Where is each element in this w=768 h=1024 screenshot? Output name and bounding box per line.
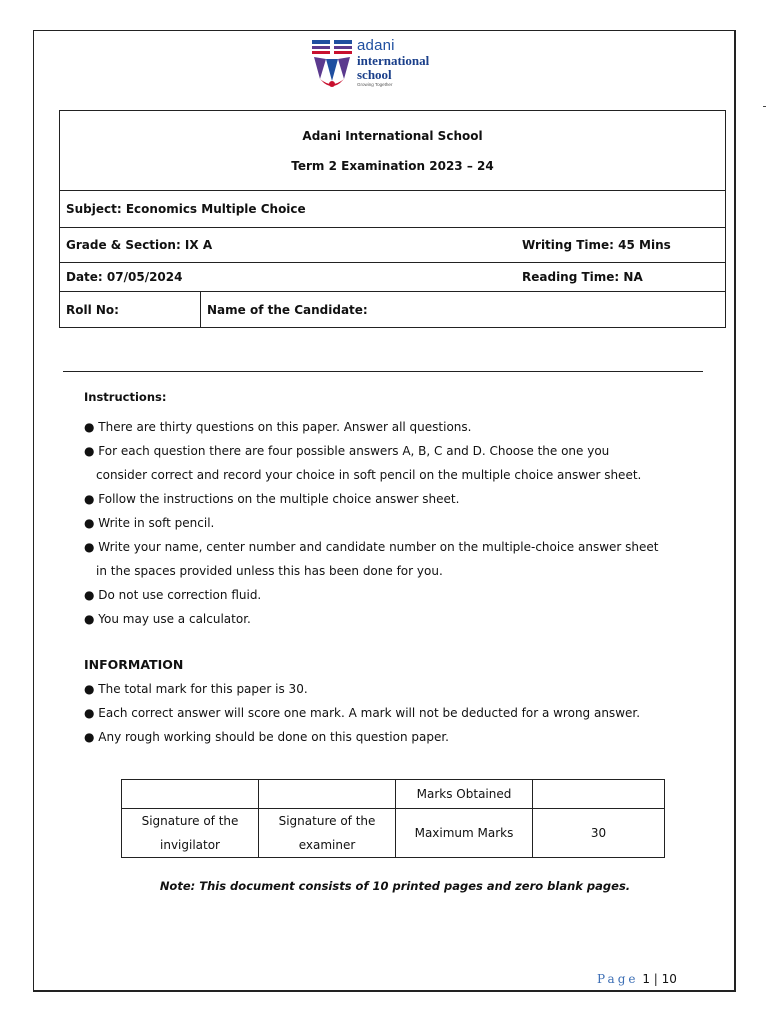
current-page: 1 (642, 972, 650, 986)
exam-header-table (59, 110, 726, 328)
logo-line-1: international (357, 53, 430, 68)
invigilator-signature-box (122, 780, 259, 809)
instruction-line: ● Write in soft pencil. (84, 516, 215, 530)
instruction-line: consider correct and record your choice in soft pencil on the multiple choice answer sheet. (96, 468, 642, 482)
marks-obtained-value (533, 780, 665, 809)
logo-line-2: school (357, 67, 392, 82)
page-label: Page (597, 972, 639, 986)
exam-title: Term 2 Examination 2023 – 24 (291, 158, 494, 173)
exam-date: Date: 07/05/2024 (60, 263, 517, 292)
information-line: ● The total mark for this paper is 30. (84, 682, 308, 696)
page-footer (597, 972, 677, 986)
information-heading: INFORMATION (84, 657, 184, 672)
marks-table (121, 779, 665, 858)
candidate-name-field[interactable]: Name of the Candidate: (201, 292, 726, 328)
maximum-marks-value: 30 (533, 809, 665, 858)
instruction-line: ● Write your name, center number and candidate number on the multiple-choice answer sheet (84, 540, 659, 554)
logo-tagline: Growing Together (357, 82, 393, 87)
subject: Subject: Economics Multiple Choice (60, 191, 726, 228)
examiner-signature-label: Signature of the examiner (259, 809, 396, 858)
school-name: Adani International School (302, 128, 483, 143)
page-separator: | (653, 972, 658, 986)
instruction-line: ● There are thirty questions on this paper. Answer all questions. (84, 420, 472, 434)
reading-time: Reading Time: NA (516, 263, 726, 292)
grade-section: Grade & Section: IX A (60, 228, 517, 263)
divider (63, 371, 703, 372)
instruction-line: ● Do not use correction fluid. (84, 588, 262, 602)
instructions-heading: Instructions: (84, 390, 167, 404)
total-pages: 10 (661, 972, 677, 986)
instruction-line: in the spaces provided unless this has been done for you. (96, 564, 443, 578)
instructions-section (84, 388, 734, 749)
school-logo (310, 37, 450, 91)
title-cell (60, 111, 726, 191)
information-line: ● Each correct answer will score one mark. A mark will not be deducted for a wrong answer. (84, 706, 641, 720)
examiner-signature-box (259, 780, 396, 809)
logo-emblem-icon (310, 37, 356, 91)
document-note: Note: This document consists of 10 printed pages and zero blank pages. (159, 879, 631, 893)
roll-number-field[interactable]: Roll No: (60, 292, 201, 328)
marks-obtained-label: Marks Obtained (396, 780, 533, 809)
margin-mark (763, 106, 766, 107)
instruction-line: ● You may use a calculator. (84, 612, 251, 626)
invigilator-signature-label: Signature of the invigilator (122, 809, 259, 858)
instruction-line: ● Follow the instructions on the multiple choice answer sheet. (84, 492, 460, 506)
logo-brand: adani (357, 37, 395, 54)
information-line: ● Any rough working should be done on this question paper. (84, 730, 449, 744)
maximum-marks-label: Maximum Marks (396, 809, 533, 858)
writing-time: Writing Time: 45 Mins (516, 228, 726, 263)
instruction-line: ● For each question there are four possible answers A, B, C and D. Choose the one you (84, 444, 610, 458)
